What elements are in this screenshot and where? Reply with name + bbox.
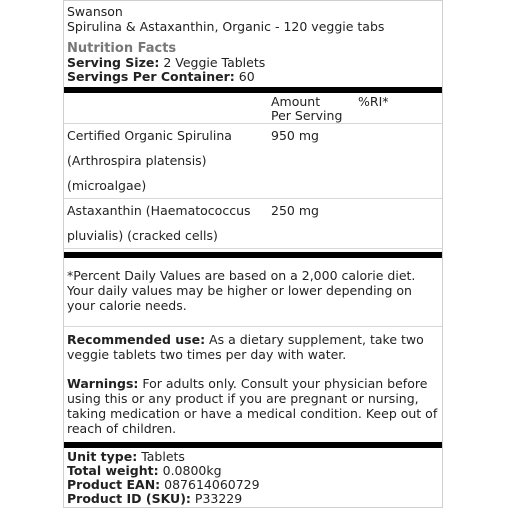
total-weight-label: Total weight: xyxy=(67,463,159,478)
servings-per-container-value: 60 xyxy=(238,69,255,84)
warnings-label: Warnings: xyxy=(67,376,139,391)
servings-per-container-label: Servings Per Container: xyxy=(67,69,235,84)
recommended-use xyxy=(67,332,439,362)
nutrient-name-astaxanthin xyxy=(67,198,251,248)
amount-header-line2: Per Serving xyxy=(271,108,343,123)
section-divider xyxy=(64,326,442,327)
amount-header-line1: Amount xyxy=(271,94,321,109)
unit-type-line xyxy=(67,450,260,464)
product-header xyxy=(67,4,384,34)
product-name: Spirulina & Astaxanthin, Organic - 120 veggie tabs xyxy=(67,19,385,34)
nutrient-name-line: pluvialis) (cracked cells) xyxy=(67,228,218,243)
recommended-use-text: As a dietary supplement, take two veggie tablets two times per day with water. xyxy=(67,332,424,362)
ean-value: 087614060729 xyxy=(164,477,260,492)
thick-divider xyxy=(64,442,442,448)
sku-line xyxy=(67,492,260,506)
unit-type-label: Unit type: xyxy=(67,449,138,464)
serving-size-value: 2 Veggie Tablets xyxy=(163,55,266,70)
ri-header: %RI* xyxy=(358,94,389,109)
warnings-text: For adults only. Consult your physician before using this or any product if you are pregnant or nursing, taking medication or have a medical condition. Keep out of reach of children. xyxy=(67,376,438,436)
serving-size-label: Serving Size: xyxy=(67,55,160,70)
thick-divider xyxy=(64,252,442,258)
serving-size-line xyxy=(67,56,265,70)
unit-type-value: Tablets xyxy=(141,449,185,464)
ean-line xyxy=(67,478,260,492)
nutrition-facts-header xyxy=(67,42,265,84)
nutrient-amount-astaxanthin: 250 mg xyxy=(271,203,319,218)
nutrition-facts-title: Nutrition Facts xyxy=(67,41,177,56)
nutrient-name-spirulina xyxy=(67,123,232,198)
product-label-panel xyxy=(63,0,443,508)
nutrient-name-line: Certified Organic Spirulina xyxy=(67,128,232,143)
ean-label: Product EAN: xyxy=(67,477,161,492)
sku-label: Product ID (SKU): xyxy=(67,491,191,506)
product-facts xyxy=(67,450,260,506)
total-weight-line xyxy=(67,464,260,478)
brand-name: Swanson xyxy=(67,4,123,19)
sku-value: P33229 xyxy=(194,491,243,506)
thick-divider xyxy=(64,87,442,93)
total-weight-value: 0.0800kg xyxy=(162,463,222,478)
nutrient-name-line: (Arthrospira platensis) xyxy=(67,153,207,168)
warnings xyxy=(67,376,439,436)
row-divider xyxy=(64,248,442,249)
nutrient-name-line: (microalgae) xyxy=(67,178,147,193)
nutrient-name-line: Astaxanthin (Haematococcus xyxy=(67,203,251,218)
servings-per-container-line xyxy=(67,70,265,84)
daily-values-footnote: *Percent Daily Values are based on a 2,000 calorie diet. Your daily values may be higher or lower depending on your calorie needs. xyxy=(67,268,416,313)
recommended-use-label: Recommended use: xyxy=(67,332,206,347)
amount-per-serving-header xyxy=(271,95,342,123)
nutrient-amount-spirulina: 950 mg xyxy=(271,128,319,143)
